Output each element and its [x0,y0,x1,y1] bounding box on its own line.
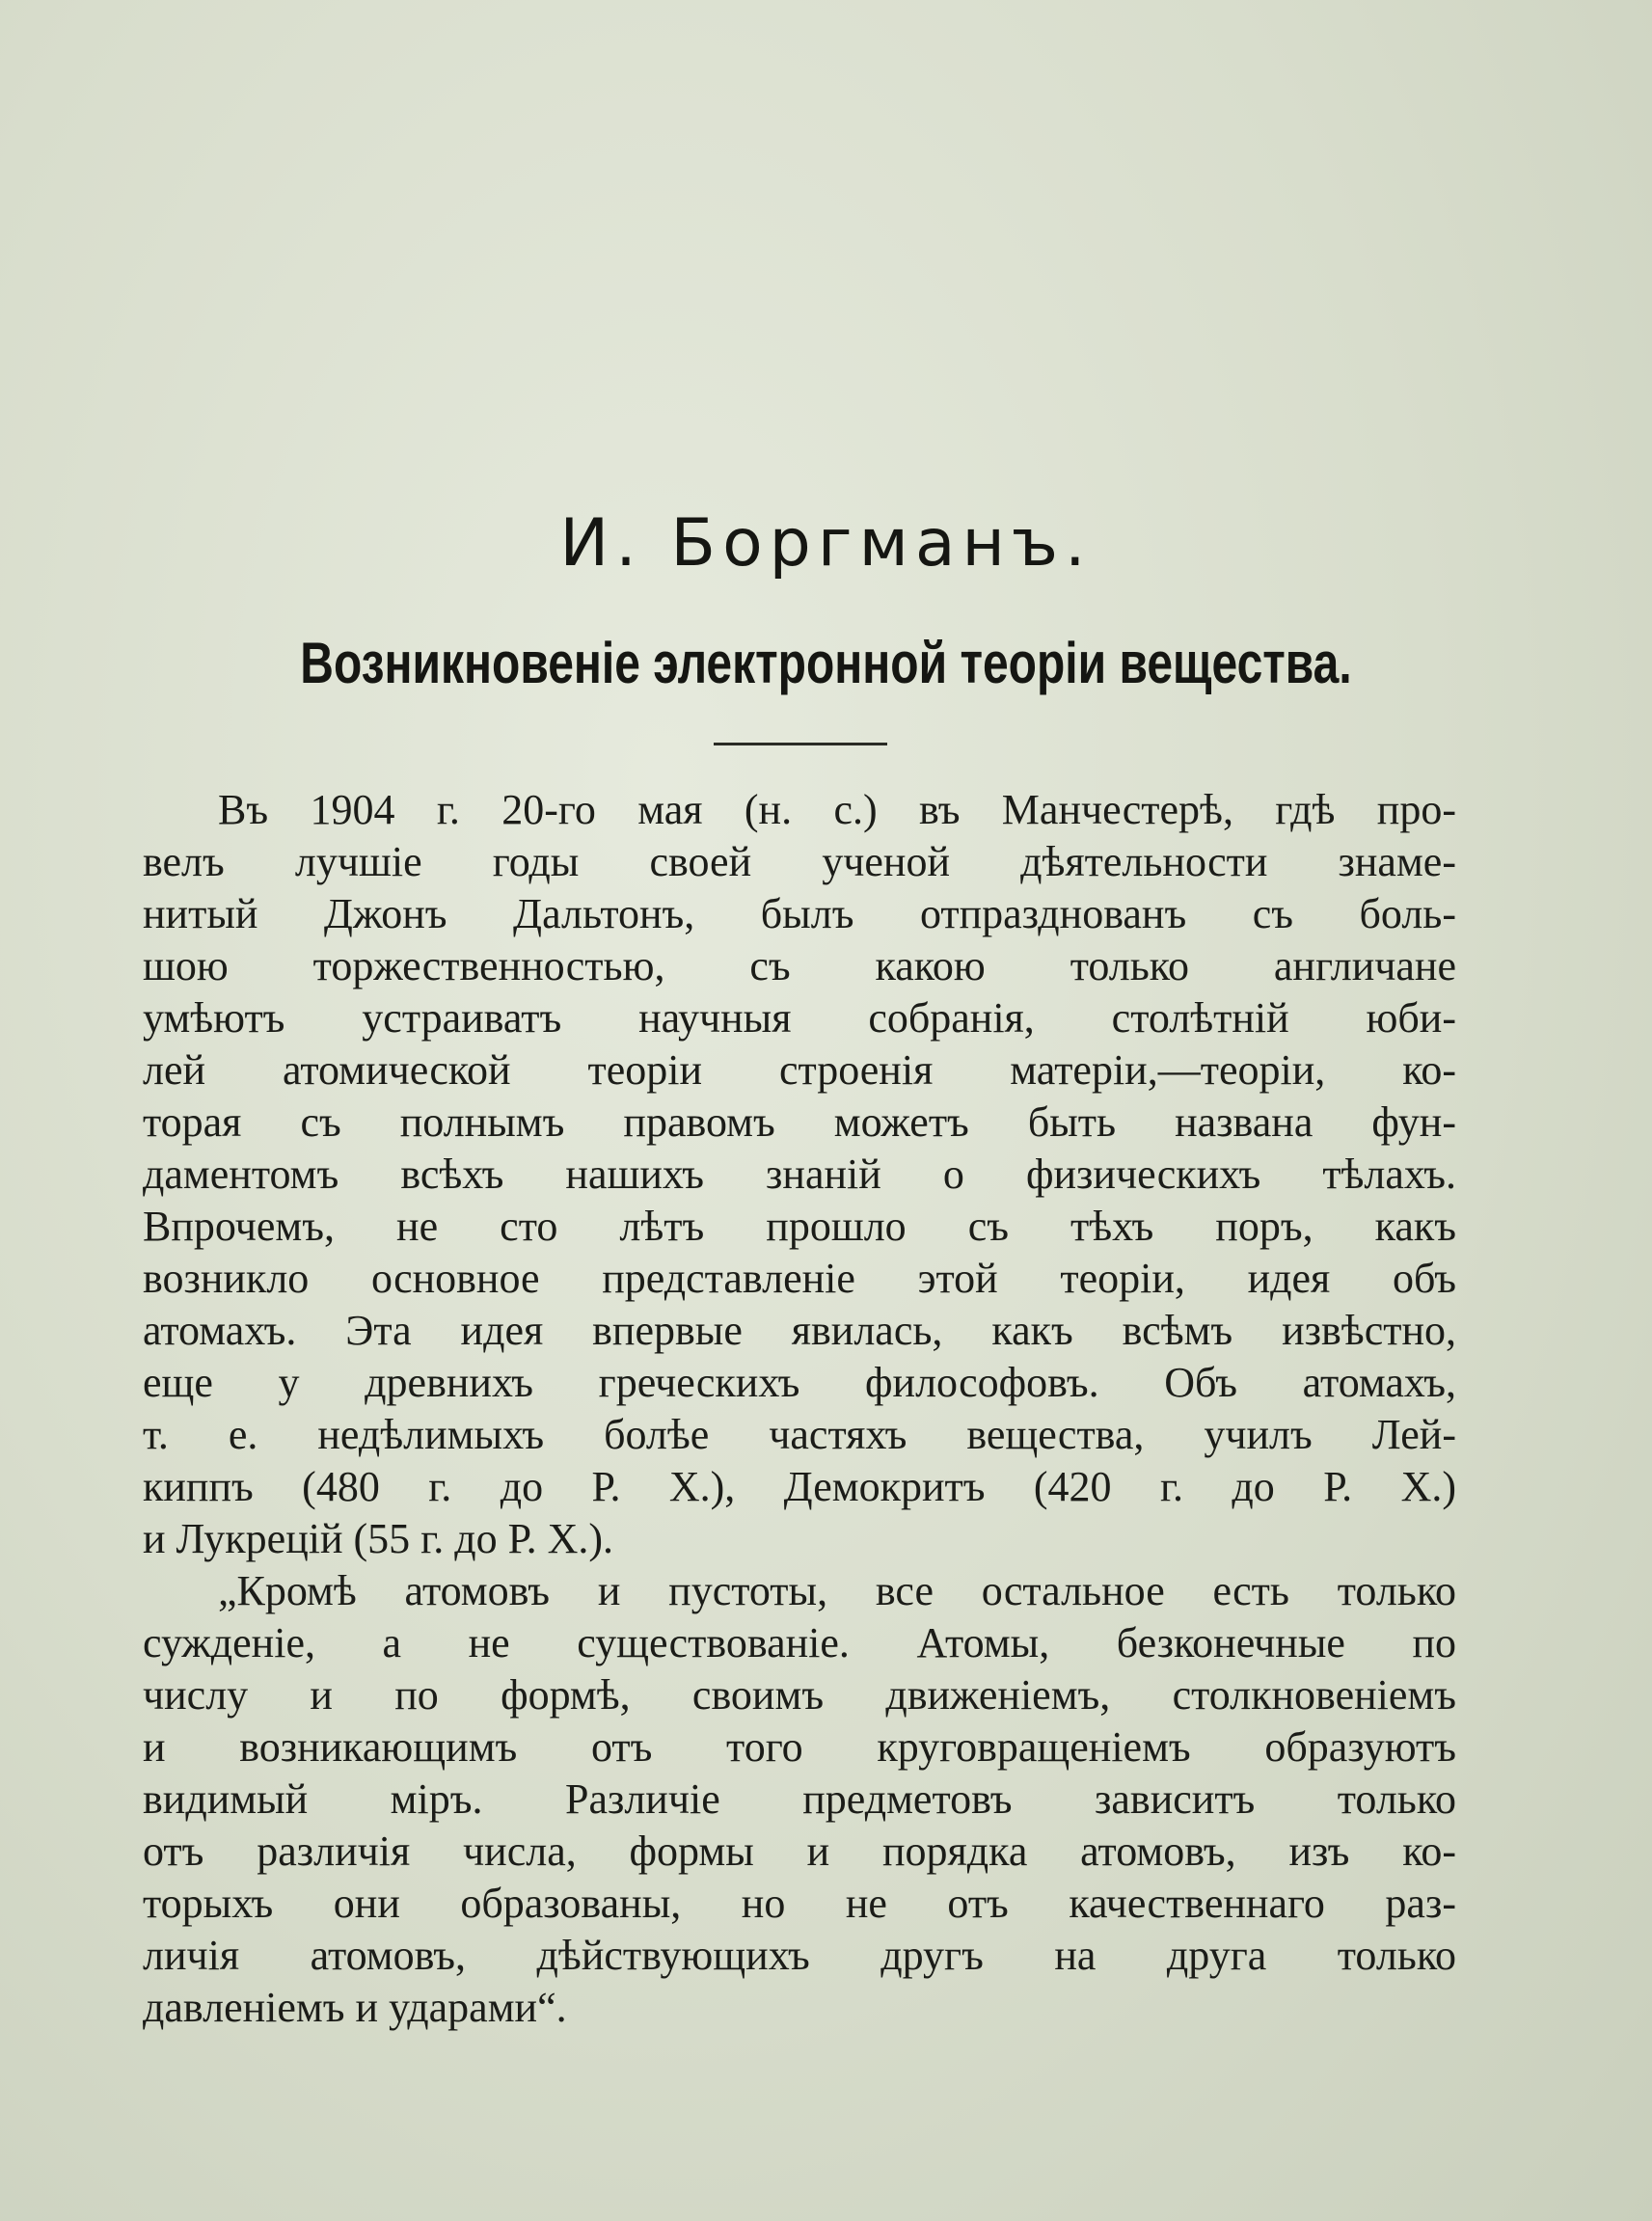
article-title: Возникновеніе электронной теоріи вещества. [300,631,1352,695]
text-line: возникло основное представленіе этой теоріи, идея объ [143,1255,1456,1302]
text-line: числу и по формѣ, своимъ движеніемъ, столкновеніемъ [143,1671,1456,1719]
title-divider [714,743,887,745]
paragraph-1 [143,784,1456,1565]
text-line: шою торжественностью, съ какою только англичане [143,942,1456,989]
text-line: давленіемъ и ударами“. [143,1984,567,2031]
text-line: даментомъ всѣхъ нашихъ знаній о физическихъ тѣлахъ. [143,1151,1456,1198]
text-line: велъ лучшіе годы своей ученой дѣятельности знаме- [143,838,1456,885]
text-line: Впрочемъ, не сто лѣтъ прошло съ тѣхъ поръ, какъ [143,1203,1456,1250]
text-line: торыхъ они образованы, но не отъ качественнаго раз- [143,1880,1456,1927]
text-line: сужденіе, а не существованіе. Атомы, безконечные по [143,1619,1456,1666]
text-line: лей атомической теоріи строенія матеріи,—теоріи, ко- [143,1046,1456,1094]
text-line: киппъ (480 г. до Р. Х.), Демокритъ (420 г. до Р. Х.) [143,1463,1456,1510]
text-line: атомахъ. Эта идея впервые явилась, какъ всѣмъ извѣстно, [143,1307,1456,1354]
text-line: нитый Джонъ Дальтонъ, былъ отпразднованъ съ боль- [143,890,1456,937]
text-line: „Кромѣ атомовъ и пустоты, все остальное есть только [218,1567,1456,1614]
text-line: Въ 1904 г. 20-го мая (н. с.) въ Манчестерѣ, гдѣ про- [218,786,1456,833]
text-line: и Лукрецій (55 г. до Р. Х.). [143,1515,614,1562]
author-name: И. Боргманъ. [559,505,1093,582]
article-body [143,784,1456,2034]
text-line: видимый міръ. Различіе предметовъ зависитъ только [143,1775,1456,1823]
text-line: и возникающимъ отъ того круговращеніемъ образуютъ [143,1723,1456,1771]
paragraph-2 [143,1565,1456,2034]
text-line: отъ различія числа, формы и порядка атомовъ, изъ ко- [143,1828,1456,1875]
text-line: личія атомовъ, дѣйствующихъ другъ на друга только [143,1932,1456,1979]
text-line: т. е. недѣлимыхъ болѣе частяхъ вещества, училъ Лей- [143,1411,1456,1458]
text-line: умѣютъ устраиватъ научныя собранія, столѣтній юби- [143,994,1456,1042]
text-line: торая съ полнымъ правомъ можетъ быть названа фун- [143,1098,1456,1146]
text-line: еще у древнихъ греческихъ философовъ. Объ атомахъ, [143,1359,1456,1406]
